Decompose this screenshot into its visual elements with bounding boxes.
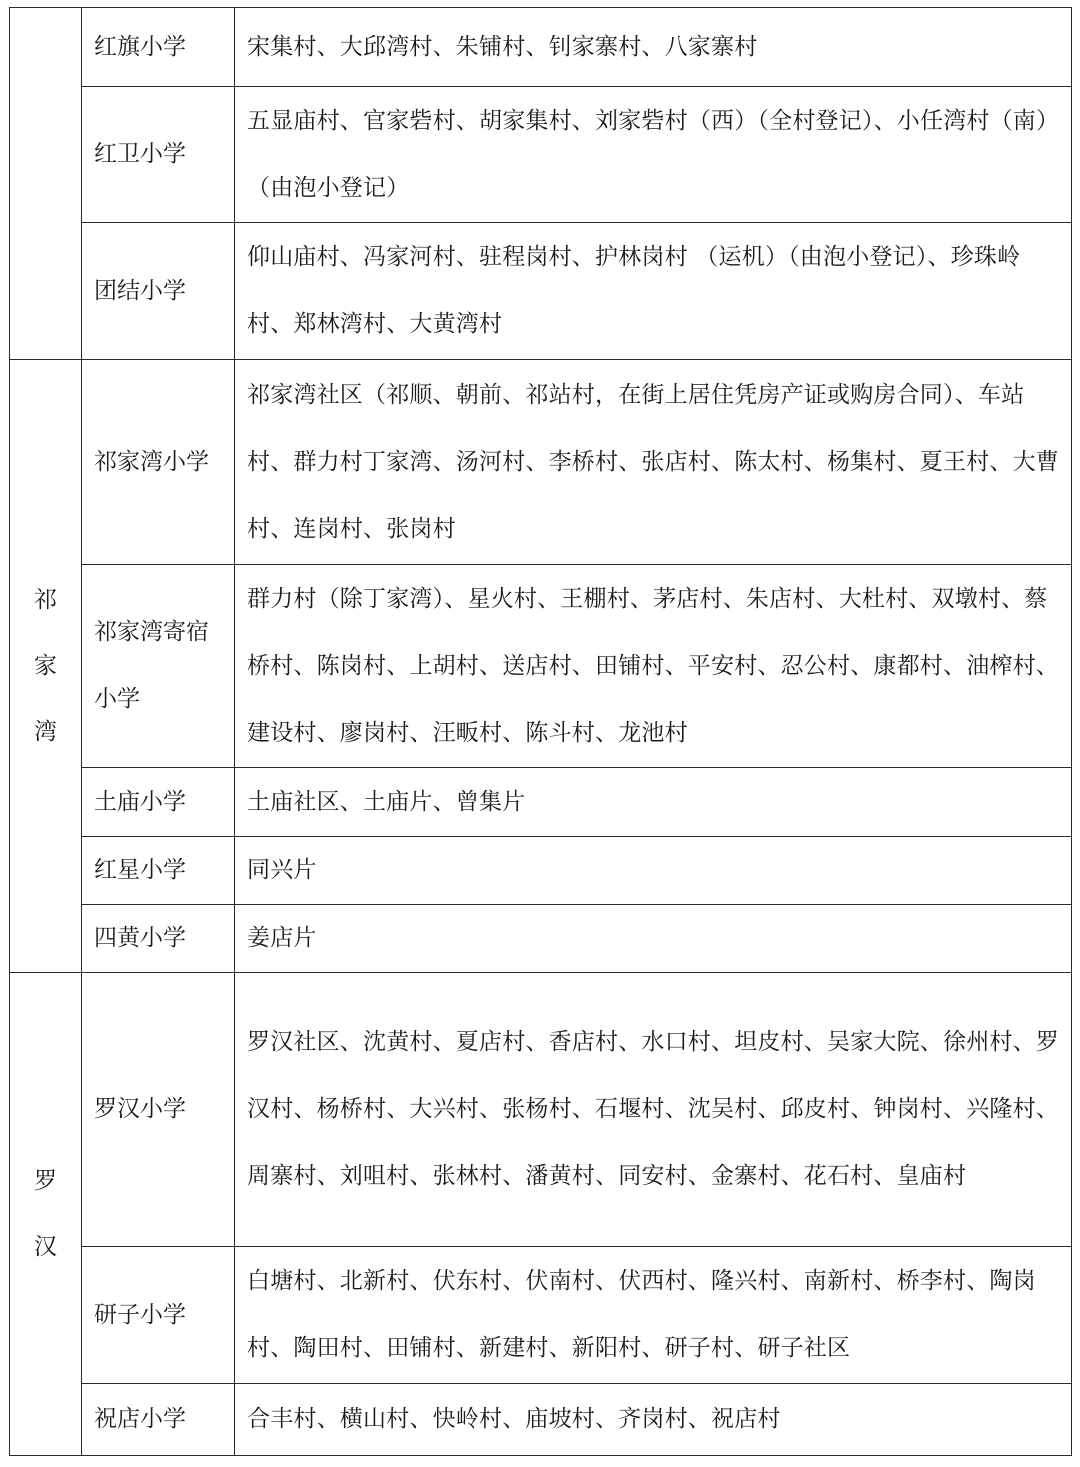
table-row [10, 905, 1072, 973]
school-name: 罗汉小学 [94, 1096, 186, 1122]
town-cell [10, 360, 82, 973]
villages-text: 合丰村、横山村、快岭村、庙坡村、齐岗村、祝店村 [247, 1406, 781, 1432]
school-cell [82, 565, 235, 768]
school-name: 四黄小学 [94, 925, 186, 951]
villages-text: 仰山庙村、冯家河村、驻程岗村、护林岗村 （运机）（由泡小登记）、珍珠岭村、郑林湾村、大黄湾村 [247, 244, 1021, 337]
villages-cell [235, 837, 1072, 905]
table-row [10, 768, 1072, 837]
school-name: 团结小学 [94, 277, 186, 304]
villages-text: 同兴片 [247, 857, 317, 883]
school-cell [82, 1384, 235, 1456]
school-cell [82, 905, 235, 973]
villages-cell [235, 768, 1072, 837]
table-row [10, 8, 1072, 87]
table-row [10, 973, 1072, 1247]
table-row [10, 565, 1072, 768]
villages-cell [235, 1247, 1072, 1384]
school-cell [82, 87, 235, 223]
villages-cell [235, 973, 1072, 1247]
school-cell [82, 1247, 235, 1384]
town-name: 祁家湾 [34, 587, 57, 745]
school-name: 祁家湾寄宿小学 [94, 619, 209, 712]
school-cell [82, 837, 235, 905]
villages-cell [235, 87, 1072, 223]
villages-text: 宋集村、大邱湾村、朱铺村、钊家寨村、八家寨村 [247, 33, 758, 60]
villages-text: 五显庙村、官家砦村、胡家集村、刘家砦村（西）（全村登记）、小任湾村（南）（由泡小登记） [247, 107, 1060, 201]
school-cell [82, 8, 235, 87]
table-row [10, 1247, 1072, 1384]
villages-text: 土庙社区、土庙片、曾集片 [247, 788, 526, 815]
table-row [10, 360, 1072, 565]
school-cell [82, 223, 235, 360]
villages-cell [235, 360, 1072, 565]
villages-text: 白塘村、北新村、伏东村、伏南村、伏西村、隆兴村、南新村、桥李村、陶岗村、陶田村、田铺村、新建村、新阳村、研子村、研子社区 [247, 1268, 1036, 1361]
school-name: 红卫小学 [94, 141, 186, 167]
town-cell [10, 8, 82, 360]
table-row [10, 87, 1072, 223]
town-name: 罗汉 [34, 1168, 57, 1260]
school-cell [82, 360, 235, 565]
villages-text: 祁家湾社区（祁顺、朝前、祁站村，在街上居住凭房产证或购房合同）、车站村、群力村丁家湾、汤河村、李桥村、张店村、陈太村、杨集村、夏王村、大曹村、连岗村、张岗村 [247, 381, 1059, 542]
villages-cell [235, 8, 1072, 87]
table-row [10, 837, 1072, 905]
school-cell [82, 973, 235, 1247]
school-cell [82, 768, 235, 837]
school-name: 土庙小学 [94, 788, 186, 815]
villages-text: 群力村（除丁家湾）、星火村、王棚村、茅店村、朱店村、大杜村、双墩村、蔡桥村、陈岗村、上胡村、送店村、田铺村、平安村、忍公村、康都村、油榨村、建设村、廖岗村、汪畈村、陈斗村、龙池村 [247, 585, 1059, 746]
school-name: 祁家湾小学 [94, 448, 209, 475]
town-cell [10, 973, 82, 1456]
villages-cell [235, 905, 1072, 973]
school-name: 研子小学 [94, 1301, 186, 1328]
school-name: 祝店小学 [94, 1406, 186, 1432]
table-row [10, 223, 1072, 360]
table-row [10, 1384, 1072, 1456]
school-name: 红星小学 [94, 857, 186, 883]
school-name: 红旗小学 [94, 33, 186, 60]
villages-text: 罗汉社区、沈黄村、夏店村、香店村、水口村、坦皮村、吴家大院、徐州村、罗汉村、杨桥村、大兴村、张杨村、石堰村、沈吴村、邱皮村、钟岗村、兴隆村、周寨村、刘咀村、张林村、潘黄村、同安村、金寨村、花石村、皇庙村 [247, 1029, 1059, 1189]
villages-cell [235, 1384, 1072, 1456]
villages-cell [235, 565, 1072, 768]
villages-text: 姜店片 [247, 925, 317, 951]
school-district-table [9, 7, 1072, 1456]
villages-cell [235, 223, 1072, 360]
